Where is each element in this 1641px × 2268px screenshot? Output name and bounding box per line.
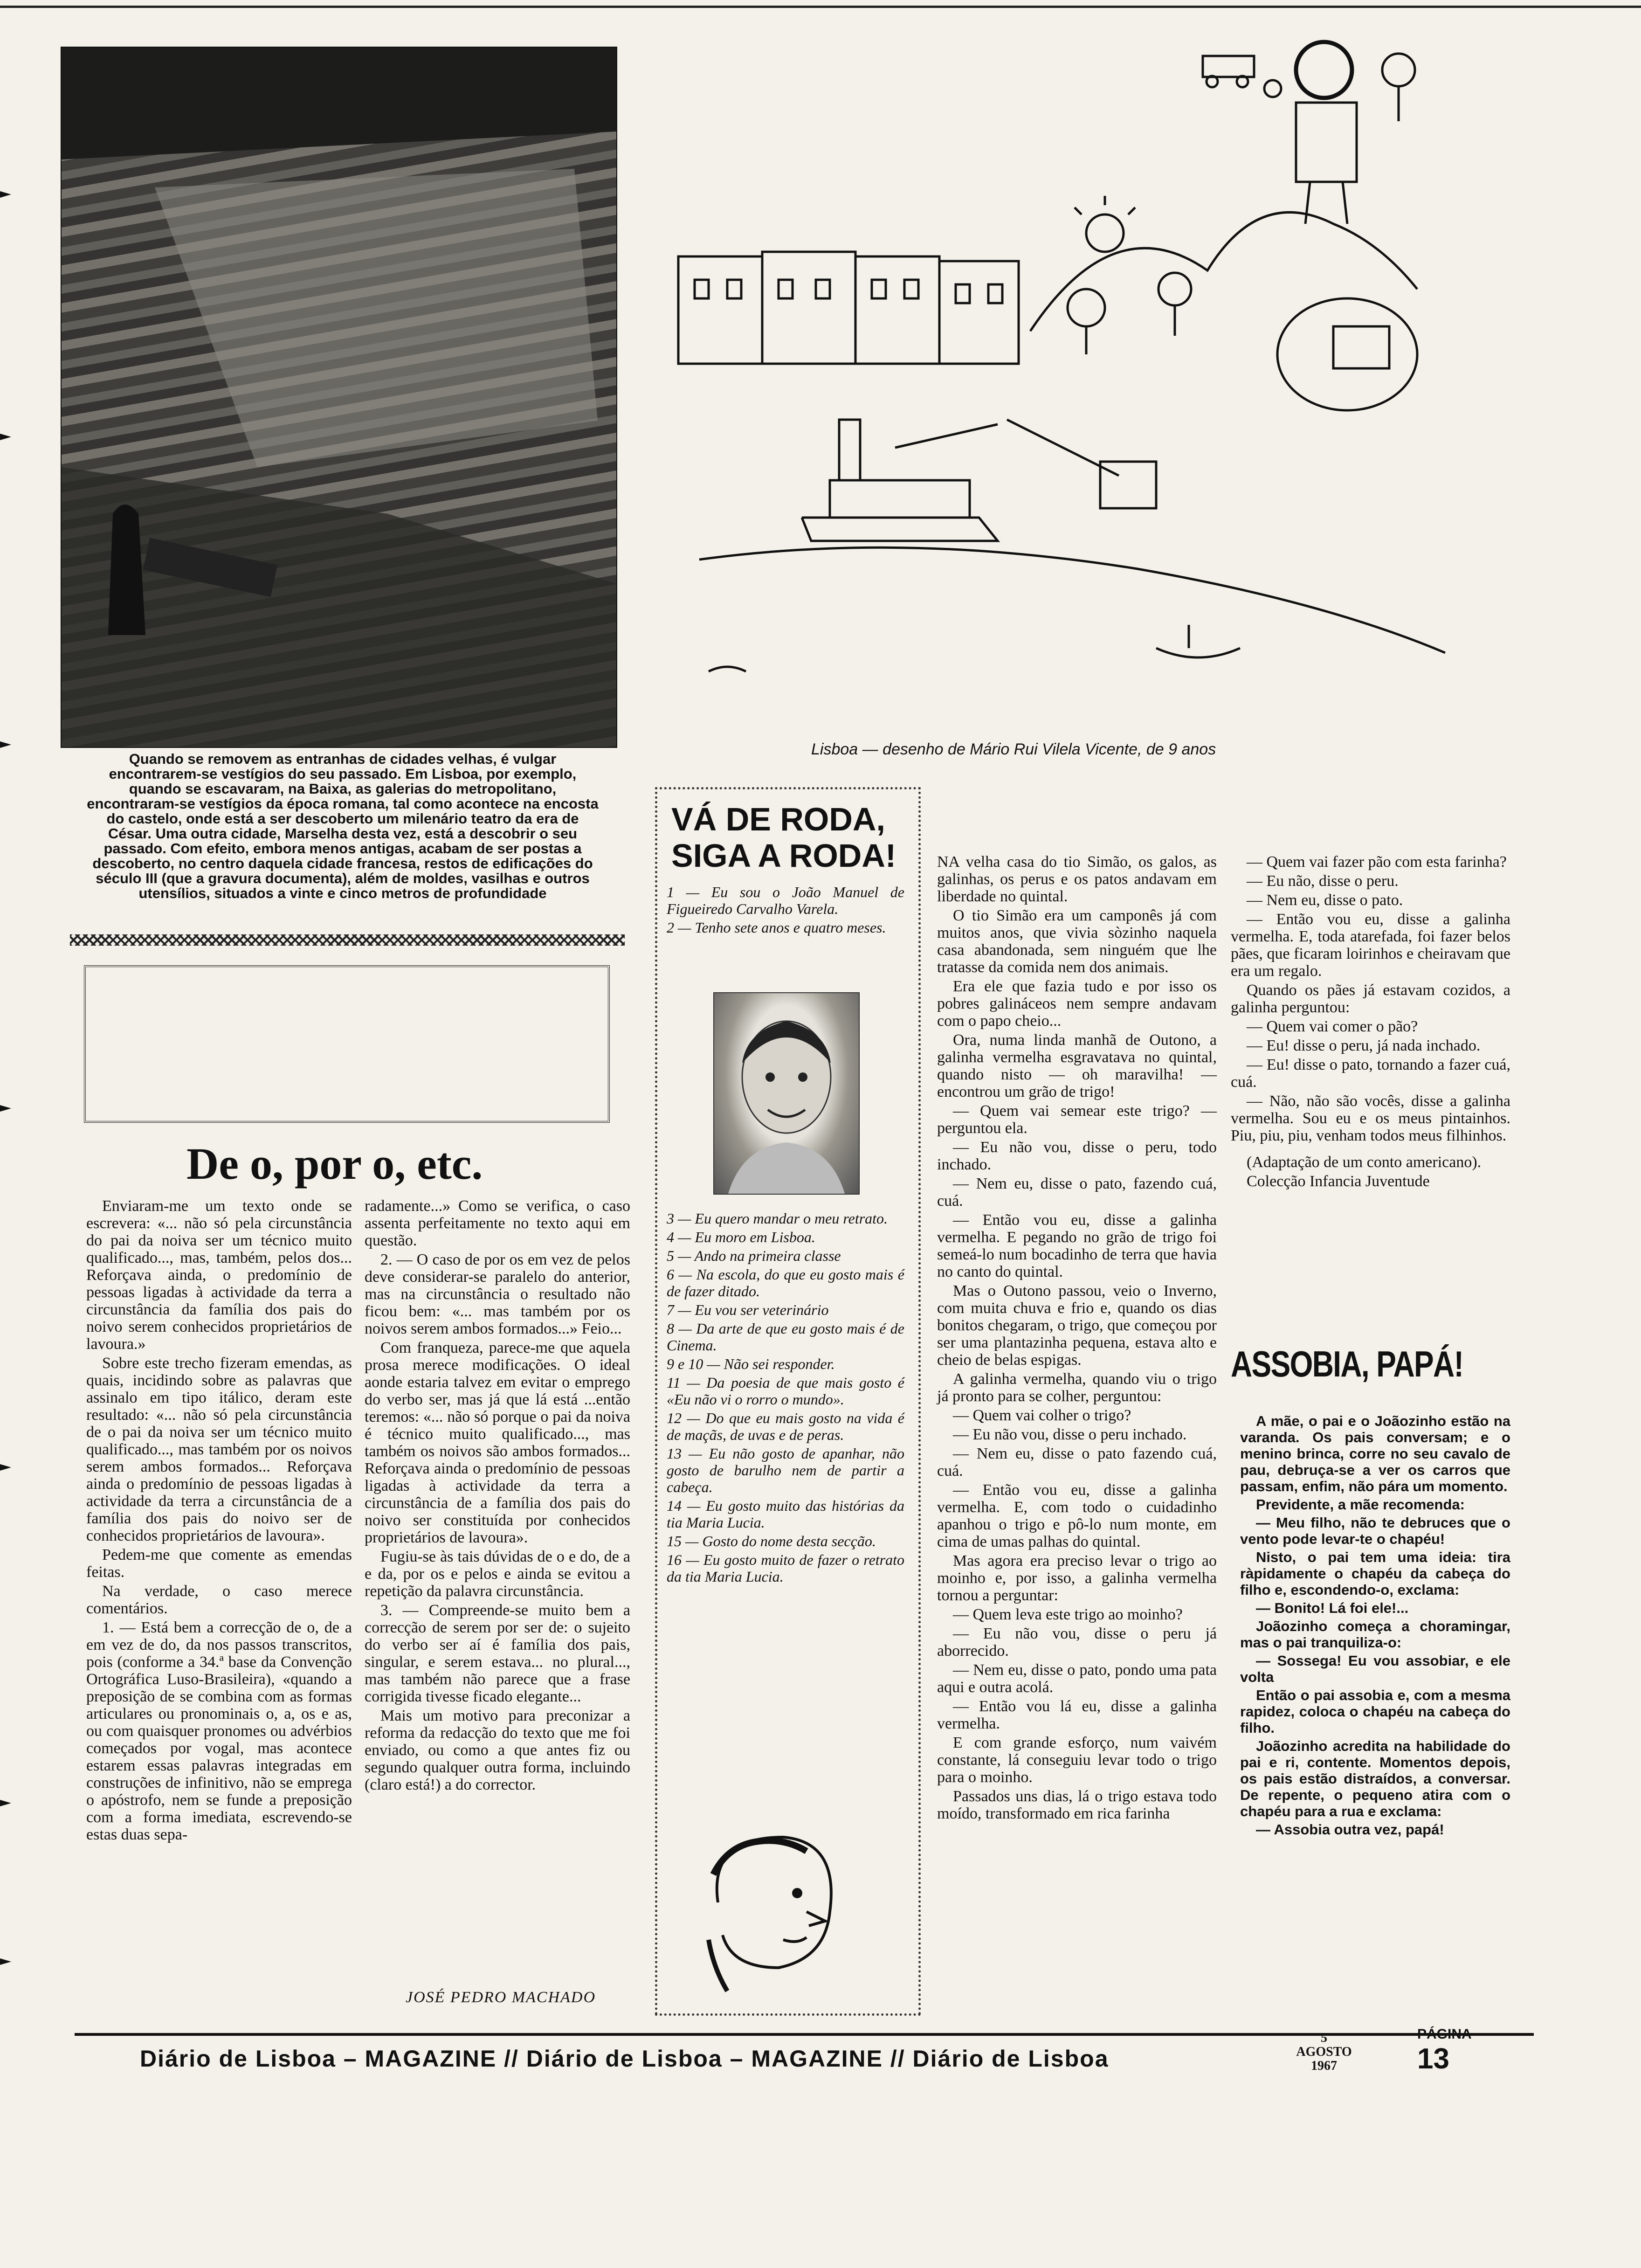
paragraph: Pedem-me que comente as emendas feitas. (86, 1546, 352, 1581)
registration-tick (0, 1105, 11, 1112)
registration-tick (0, 434, 11, 440)
paragraph: A galinha vermelha, quando viu o trigo já pronto para se colher, perguntou: (937, 1370, 1217, 1405)
paragraph: O tio Simão era um camponês já com muitos anos, que vivia sòzinho naquela casa abandonada, sem ninguém que lhe tratasse da comida nem dos animais. (937, 907, 1217, 976)
paragraph: Sobre este trecho fizeram emendas, as quais, incidindo sobre as palavras que assinalo em tipo itálico, deram este resultado: «... não só pela circunstância de o pai da noiva ser um técnico muito qualificado..., mas também por os noivos serem ambos formados... Reforçava ainda o predomínio de pessoas ligadas à actividade da terra a circunstância de a família dos pais do noivo ser de conhecidos proprietários de lavoura». (86, 1355, 352, 1544)
child-self-portrait-sketch (690, 1819, 858, 1996)
date-day: 5 (1321, 2031, 1327, 2045)
answer: 16 — Eu gosto muito de fazer o retrato da tia Maria Lucia. (667, 1551, 904, 1585)
paragraph: Fugiu-se às tais dúvidas de o e do, de a e da, por os e pelos e ainda se evitou a repetição da palavra circunstância. (365, 1548, 630, 1600)
page-number: 13 (1417, 2043, 1449, 2075)
photo-caption: Quando se removem as entranhas de cidades velhas, é vulgar encontrarem-se vestígios do seu passado. Em Lisboa, por exemplo, quando se escavaram, na Baixa, as galerias do metropolitano, encontraram-se vestígios da época romana, tal como acontece na encosta do castelo, onde está a ser descoberto um milenário teatro da era de César. Uma outra cidade, Marselha desta vez, está a descobrir o seu passado. Com efeito, embora menos antigas, acabam de ser postas a descoberto, no centro daquela cidade francesa, restos de edificações do século III (que a gravura documenta), além de moldes, vasilhas e outros utensílios, situados a vinte e cinco metros de profundidade (87, 751, 599, 901)
paragraph: — Então vou eu, disse a galinha vermelha. E, toda atarefada, foi fazer belos pães, que ficaram loirinhos e cheiravam que era um regalo. (1231, 911, 1510, 980)
paragraph: Na verdade, o caso merece comentários. (86, 1583, 352, 1617)
questionnaire-answers (667, 1210, 904, 1587)
answer: 11 — Da poesia de que mais gosto é «Eu não vi o rorro o mundo». (667, 1374, 904, 1408)
paragraph: — Assobia outra vez, papá! (1256, 1821, 1444, 1838)
answer: 4 — Eu moro em Lisboa. (667, 1229, 815, 1245)
paragraph: — Eu não vou, disse o peru, todo inchado. (937, 1139, 1217, 1173)
paragraph: — Eu! disse o peru, já nada inchado. (1247, 1037, 1481, 1054)
article-column-1 (86, 1197, 352, 1845)
answer: 12 — Do que eu mais gosto na vida é de maçãs, de uvas e de peras. (667, 1410, 904, 1443)
paragraph: — Quem leva este trigo ao moinho? (953, 1606, 1183, 1623)
registration-tick (0, 1464, 11, 1471)
paragraph: Joãozinho acredita na habilidade do pai e ri, contente. Momentos depois, os pais estão distraídos, a conversar. De repente, o pequeno atira com o chapéu para a rua e exclama: (1240, 1738, 1510, 1819)
paragraph: — Não, não são vocês, disse a galinha vermelha. Sou eu e os meus pintainhos. Piu, piu, piu, venham todos meus filhinhos. (1231, 1093, 1510, 1144)
paragraph: Enviaram-me um texto onde se escrevera: «... não só pela circunstância do pai da noiva ser um técnico muito qualificado..., mas, também, pelos dos... Reforçava ainda, o predomínio de pessoas ligadas à actividade da terra a circunstância da família dos pais do noivo serem conhecidos proprietários de lavoura.» (86, 1197, 352, 1353)
story-column-1 (937, 853, 1217, 1824)
questionnaire-title: VÁ DE RODA, SIGA A RODA! (671, 801, 896, 874)
joke-column (1240, 1413, 1510, 1839)
paragraph: — Eu não vou, disse o peru já aborrecido. (937, 1625, 1217, 1660)
issue-date (1291, 2031, 1357, 2073)
paragraph: — Eu não vou, disse o peru inchado. (953, 1426, 1187, 1443)
decorative-border (70, 934, 625, 946)
paragraph: NA velha casa do tio Simão, os galos, as galinhas, os perus e os patos andavam em liberdade no quintal. (937, 853, 1217, 905)
paragraph: — Então vou lá eu, disse a galinha vermelha. (937, 1698, 1217, 1732)
paragraph: — Nem eu, disse o pato. (1247, 892, 1403, 909)
answer: 9 e 10 — Não sei responder. (667, 1355, 835, 1372)
paragraph: — Eu não, disse o peru. (1247, 872, 1399, 890)
paragraph: Colecção Infancia Juventude (1247, 1173, 1430, 1190)
page-label: PÁGINA (1417, 2026, 1472, 2042)
registration-tick (0, 1800, 11, 1806)
paragraph: — Sossega! Eu vou assobiar, e ele volta (1240, 1653, 1510, 1685)
answer: 5 — Ando na primeira classe (667, 1247, 841, 1264)
registration-tick (0, 741, 11, 748)
author-signature: JOSÉ PEDRO MACHADO (406, 1989, 596, 2006)
answer: 13 — Eu não gosto de apanhar, não gosto de barulho nem de partir a cabeça. (667, 1445, 904, 1495)
paragraph: Com franqueza, parece-me que aquela prosa merece modificações. O ideal aonde estaria talvez em evitar o emprego do verbo ser, mas já que lá está ...então teremos: «... não só porque o pai da noiva é técnico muito qualificado..., mas também os noivos são ambos formados... Reforçava ainda o predomínio de pessoas ligadas à actividade da terra a circunstância de a família dos pais do noivo ser constituída por conhecidos proprietários de lavoura». (365, 1339, 630, 1546)
date-month: AGOSTO (1296, 2045, 1352, 2059)
paragraph: Mas o Outono passou, veio o Inverno, com muita chuva e frio e, quando os dias bonitos chegaram, o trigo, que começou por ser uma plantazinha pequena, estava alto e cheio de belas espigas. (937, 1282, 1217, 1369)
date-year: 1967 (1311, 2059, 1337, 2073)
paragraph: — Bonito! Lá foi ele!... (1256, 1600, 1409, 1616)
paragraph: Nisto, o pai tem uma ideia: tira ràpidamente o chapéu da cabeça do filho e, escondendo-o, exclama: (1240, 1549, 1510, 1598)
story-column-2 (1231, 853, 1510, 1192)
answer: 6 — Na escola, do que eu gosto mais é de fazer ditado. (667, 1266, 904, 1300)
answer: 15 — Gosto do nome desta secção. (667, 1533, 876, 1549)
paragraph: Passados uns dias, lá o trigo estava todo moído, transformado em rica farinha (937, 1788, 1217, 1822)
paragraph: Previdente, a mãe recomenda: (1256, 1496, 1465, 1513)
answer: 3 — Eu quero mandar o meu retrato. (667, 1210, 888, 1227)
masthead-footer: Diário de Lisboa – MAGAZINE // Diário de Lisboa – MAGAZINE // Diário de Lisboa (140, 2046, 1109, 2072)
article-headline: De o, por o, etc. (186, 1139, 483, 1189)
paragraph: — Quem vai semear este trigo? — perguntou ela. (937, 1102, 1217, 1137)
paragraph: — Nem eu, disse o pato fazendo cuá, cuá. (937, 1445, 1217, 1480)
paragraph: Mais um motivo para preconizar a reforma da redacção do texto que me foi enviado, ou como a que antes fiz ou segundo qualquer outra forma, incluindo (claro está!) a do corrector. (365, 1707, 630, 1793)
child-portrait-photo (713, 992, 860, 1195)
answer: 7 — Eu vou ser veterinário (667, 1301, 829, 1318)
article-column-2 (365, 1197, 630, 1795)
paragraph: A mãe, o pai e o Joãozinho estão na varanda. Os pais conversam; e o menino brinca, corre no seu cavalo de pau, debruça-se a ver os carros que passam, enfim, não pára um momento. (1240, 1413, 1510, 1494)
paragraph: 1. — Está bem a correcção de o, de a em vez de do, da nos passos transcritos, pois (conforme a 34.ª base da Convenção Ortográfica Luso-Brasileira), «quando a preposição de se combina com as formas articulares ou pronominais o, a, os e as, ou com quaisquer pronomes ou advérbios começados por vogal, mas acontece estarem essas palavras integradas em construções de infinitivo, não se emprega o apóstrofo, nem se funde a preposição com a forma imediata, escrevendo-se estas duas sepa- (86, 1619, 352, 1843)
registration-tick (0, 191, 11, 198)
answer: 2 — Tenho sete anos e quatro meses. (667, 919, 886, 936)
paragraph: Mas agora era preciso levar o trigo ao moinho e, por isso, a galinha vermelha tornou a perguntar: (937, 1552, 1217, 1604)
paragraph: — Quem vai colher o trigo? (953, 1407, 1131, 1424)
paragraph: radamente...» Como se verifica, o caso assenta perfeitamente no texto aqui em questão. (365, 1197, 630, 1249)
paragraph: — Então vou eu, disse a galinha vermelha. E pegando no grão de trigo foi semeá-lo num bocadinho de terra que havia no canto do quintal. (937, 1211, 1217, 1280)
paragraph: — Nem eu, disse o pato, pondo uma pata aqui e outra acolá. (937, 1661, 1217, 1696)
answer: 1 — Eu sou o João Manuel de Figueiredo Carvalho Varela. (667, 884, 904, 917)
drawing-caption: Lisboa — desenho de Mário Rui Vilela Vicente, de 9 anos (811, 740, 1216, 758)
answer: 14 — Eu gosto muito das histórias da tia Maria Lucia. (667, 1497, 904, 1531)
paragraph: (Adaptação de um conto americano). (1247, 1154, 1482, 1171)
paragraph: 2. — O caso de por os em vez de pelos deve considerar-se paralelo do anterior, mas na circunstância o resultado não ficou bem: «... mas também por os noivos serem ambos formados...» Feio... (365, 1251, 630, 1337)
paragraph: — Quem vai fazer pão com esta farinha? (1247, 853, 1507, 871)
ornamental-frame (84, 965, 610, 1123)
questionnaire-intro (667, 884, 904, 938)
paragraph: — Então vou eu, disse a galinha vermelha. E, com todo o cuidadinho apanhou o trigo e pô-lo num monte, em cima de umas palhas do quintal. (937, 1481, 1217, 1550)
child-drawing (671, 28, 1464, 718)
joke-headline: ASSOBIA, PAPÁ! (1231, 1343, 1463, 1384)
top-rule (0, 6, 1641, 8)
paragraph: Ora, numa linda manhã de Outono, a galinha vermelha esgravatava no quintal, quando nisto — oh maravilha! — encontrou um grão de trigo! (937, 1031, 1217, 1100)
paragraph: Joãozinho começa a choramingar, mas o pai tranquiliza-o: (1240, 1618, 1510, 1651)
paragraph: — Quem vai comer o pão? (1247, 1018, 1418, 1035)
paragraph: Então o pai assobia e, com a mesma rapidez, coloca o chapéu na cabeça do filho. (1240, 1687, 1510, 1736)
paragraph: Quando os pães já estavam cozidos, a galinha perguntou: (1231, 982, 1510, 1016)
answer: 8 — Da arte de que eu gosto mais é de Cinema. (667, 1320, 904, 1354)
paragraph: — Nem eu, disse o pato, fazendo cuá, cuá. (937, 1175, 1217, 1210)
paragraph: E com grande esforço, num vaivém constante, lá conseguiu levar todo o trigo para o moinho. (937, 1734, 1217, 1786)
paragraph: Era ele que fazia tudo e por isso os pobres galináceos nem sempre andavam com o papo cheio... (937, 978, 1217, 1030)
registration-tick (0, 1958, 11, 1965)
paragraph: — Eu! disse o pato, tornando a fazer cuá, cuá. (1231, 1056, 1510, 1091)
excavation-photo (61, 47, 617, 748)
paragraph: — Meu filho, não te debruces que o vento pode levar-te o chapéu! (1240, 1514, 1510, 1547)
paragraph: 3. — Compreende-se muito bem a correcção de serem por ser de: o sujeito do verbo ser aí é família dos pais, singular, e serem estava... no plural..., mas também não parece que a frase corrigida tivesse ficado elegante... (365, 1602, 630, 1705)
